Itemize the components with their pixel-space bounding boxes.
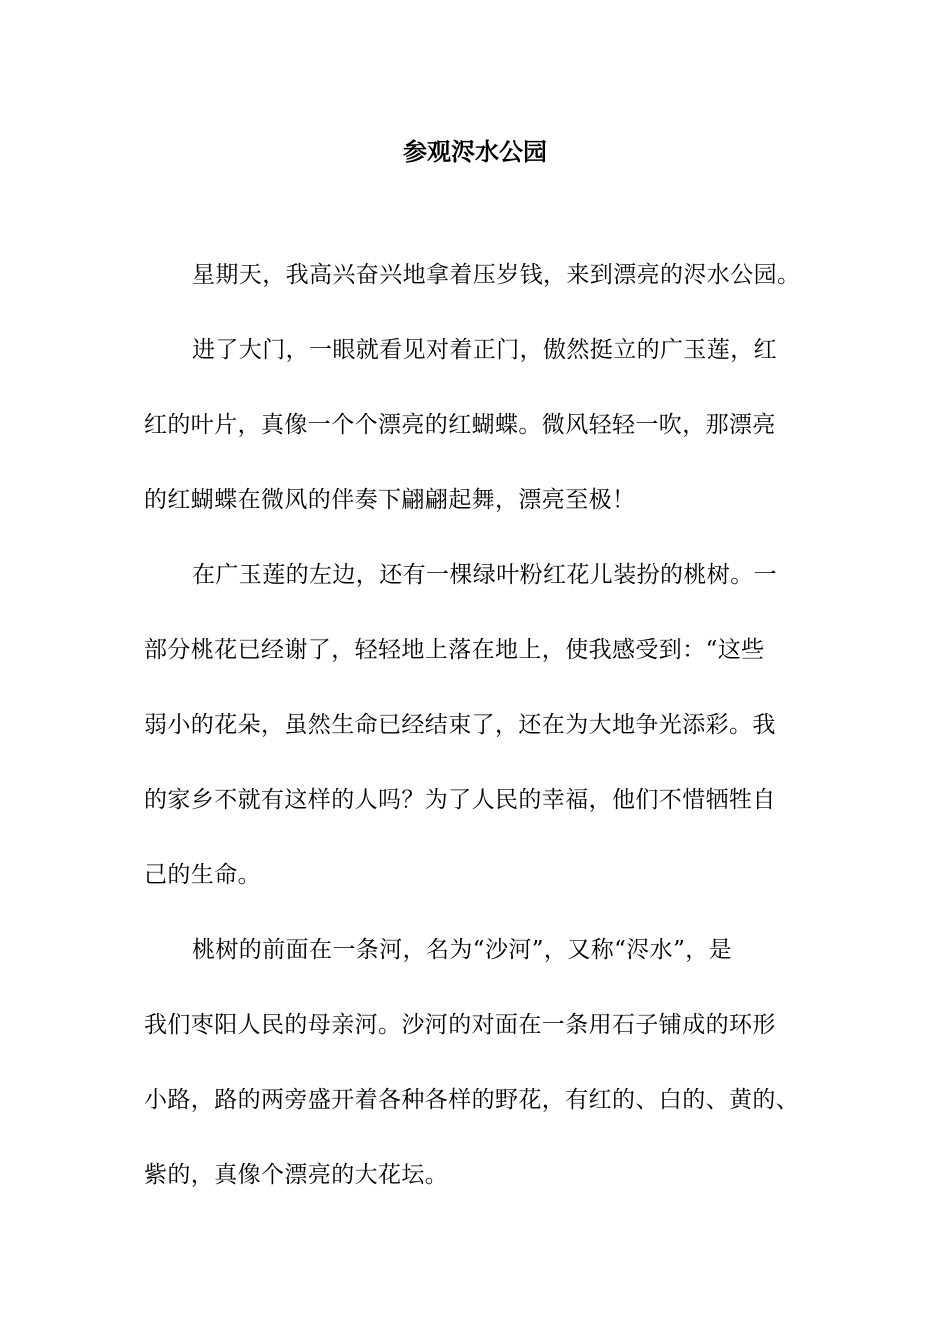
- paragraph-line: 小路，路的两旁盛开着各种各样的野花，有红的、白的、黄的、: [144, 1087, 800, 1113]
- paragraph-line: 的家乡不就有这样的人吗？为了人民的幸福，他们不惜牺牲自: [144, 787, 776, 813]
- paragraph-line: 紫的，真像个漂亮的大花坛。: [144, 1162, 449, 1188]
- paragraph-line: 己的生命。: [144, 862, 261, 888]
- paragraph-line: 弱小的花朵，虽然生命已经结束了，还在为大地争光添彩。我: [144, 712, 776, 738]
- paragraph-line: 进了大门，一眼就看见对着正门，傲然挺立的广玉莲，红: [192, 337, 777, 363]
- paragraph-line: 桃树的前面在一条河，名为“沙河”，又称“浕水”，是: [192, 937, 733, 963]
- paragraph-line: 部分桃花已经谢了，轻轻地上落在地上，使我感受到：“这些: [144, 637, 765, 663]
- document-title: 参观浕水公园: [403, 138, 547, 166]
- paragraph-line: 我们枣阳人民的母亲河。沙河的对面在一条用石子铺成的环形: [144, 1012, 776, 1038]
- paragraph-line: 在广玉莲的左边，还有一棵绿叶粉红花儿装扮的桃树。一: [192, 562, 777, 588]
- paragraph-line: 的红蝴蝶在微风的伴奏下翩翩起舞，漂亮至极！: [144, 487, 636, 513]
- paragraph-line: 星期天，我高兴奋兴地拿着压岁钱，来到漂亮的浕水公园。: [192, 262, 801, 288]
- paragraph-line: 红的叶片，真像一个个漂亮的红蝴蝶。微风轻轻一吹，那漂亮: [144, 412, 776, 438]
